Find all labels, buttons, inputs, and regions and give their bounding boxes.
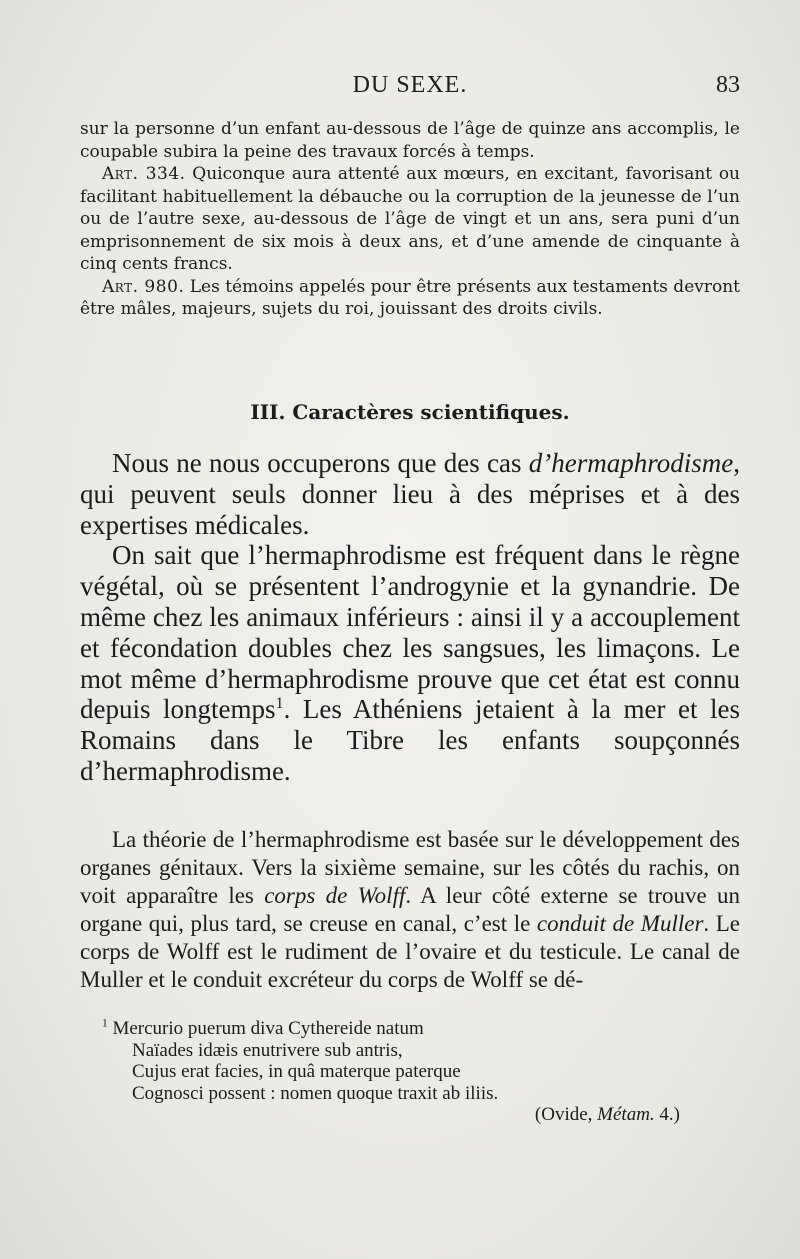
paragraph-1 [80, 448, 740, 540]
citation-author: (Ovide, [534, 1104, 598, 1125]
running-head [80, 72, 740, 106]
paragraph-1-text-a: Nous ne nous occuperons que des cas [112, 448, 529, 478]
paragraph-2 [80, 540, 740, 786]
article-334-text: Quiconque aura attenté aux mœurs, en excitant, favorisant ou facilitant habituellement la débauche ou la corruption de la jeunesse de l’un ou de l’autre sexe, au-dessous de l’âge de vingt et un ans, sera puni d’un emprisonnement de six mois à deux ans, et d’une amende de cinquante à cinq cents francs. [80, 164, 740, 274]
main-text [80, 448, 740, 787]
paragraph-3 [80, 826, 740, 994]
term-hermaphrodisme: d’hermaphrodisme [528, 448, 734, 478]
footnote-line-1 [80, 1018, 740, 1040]
law-excerpt [80, 118, 740, 321]
footnote-line-1-text: Mercurio puerum diva Cythereide natum [107, 1018, 424, 1039]
footnote-marker: 1 [102, 1017, 108, 1030]
footnote-citation [80, 1104, 740, 1126]
paragraph-1-text-b: , qui peuvent seuls donner lieu à des méprises et à des expertises médicales. [80, 448, 740, 540]
footnote [80, 1018, 740, 1126]
article-980-text: Les témoins appelés pour être présents aux testaments devront être mâles, majeurs, sujets du roi, jouissant des droits civils. [80, 276, 740, 319]
paragraph-2-text-b: . Les Athéniens jetaient à la mer et les Romains dans le Tibre les enfants soupçonnés d’hermaphrodisme. [80, 694, 740, 786]
section-heading: III. Caractères scientifiques. [250, 400, 570, 424]
footnote-reference: 1 [275, 694, 284, 713]
page-number: 83 [716, 72, 740, 98]
term-conduit-de-muller: conduit de Muller [536, 911, 704, 936]
article-980-label: Art. 980. [102, 276, 185, 297]
citation-book: 4.) [654, 1104, 680, 1125]
law-paragraph-continued: sur la personne d’un enfant au-dessous de l’âge de quinze ans accomplis, le coupable subira la peine des travaux forcés à temps. [80, 119, 740, 162]
paragraph-2-text-a: On sait que l’hermaphrodisme est fréquent dans le règne végétal, où se présentent l’androgynie et la gynandrie. De même chez les animaux inférieurs : ainsi il y a accouplement et fécondation doubles chez les sangsues, les limaçons. Le mot même d’hermaphrodisme prouve que cet état est connu depuis longtemps [80, 540, 740, 725]
theory-text [80, 826, 740, 994]
article-980 [80, 276, 740, 321]
footnote-line-3: Cujus erat facies, in quâ materque paterque [132, 1061, 461, 1082]
paragraph-3-text-b: . A leur côté externe se trouve un organe qui, plus tard, se creuse en canal, c’est le [80, 883, 740, 936]
running-title: DU SEXE. [352, 72, 468, 98]
article-334-label: Art. 334. [102, 164, 186, 184]
citation-work: Métam. [597, 1104, 655, 1125]
paragraph-3-text-a: La théorie de l’hermaphrodisme est basée sur le développement des organes génitaux. Vers la sixième semaine, sur les côtés du rachis, on voit apparaître les [80, 827, 740, 908]
term-corps-de-wolff: corps de Wolff [264, 883, 406, 908]
article-334 [80, 163, 740, 276]
footnote-line-4: Cognosci possent : nomen quoque traxit ab iliis. [132, 1082, 499, 1104]
paragraph-3-text-c: . Le corps de Wolff est le rudiment de l’ovaire et du testicule. Le canal de Muller et le conduit excréteur du corps de Wolff se dé- [80, 911, 741, 992]
footnote-line-2: Naïades idæis enutrivere sub antris, [132, 1039, 403, 1061]
